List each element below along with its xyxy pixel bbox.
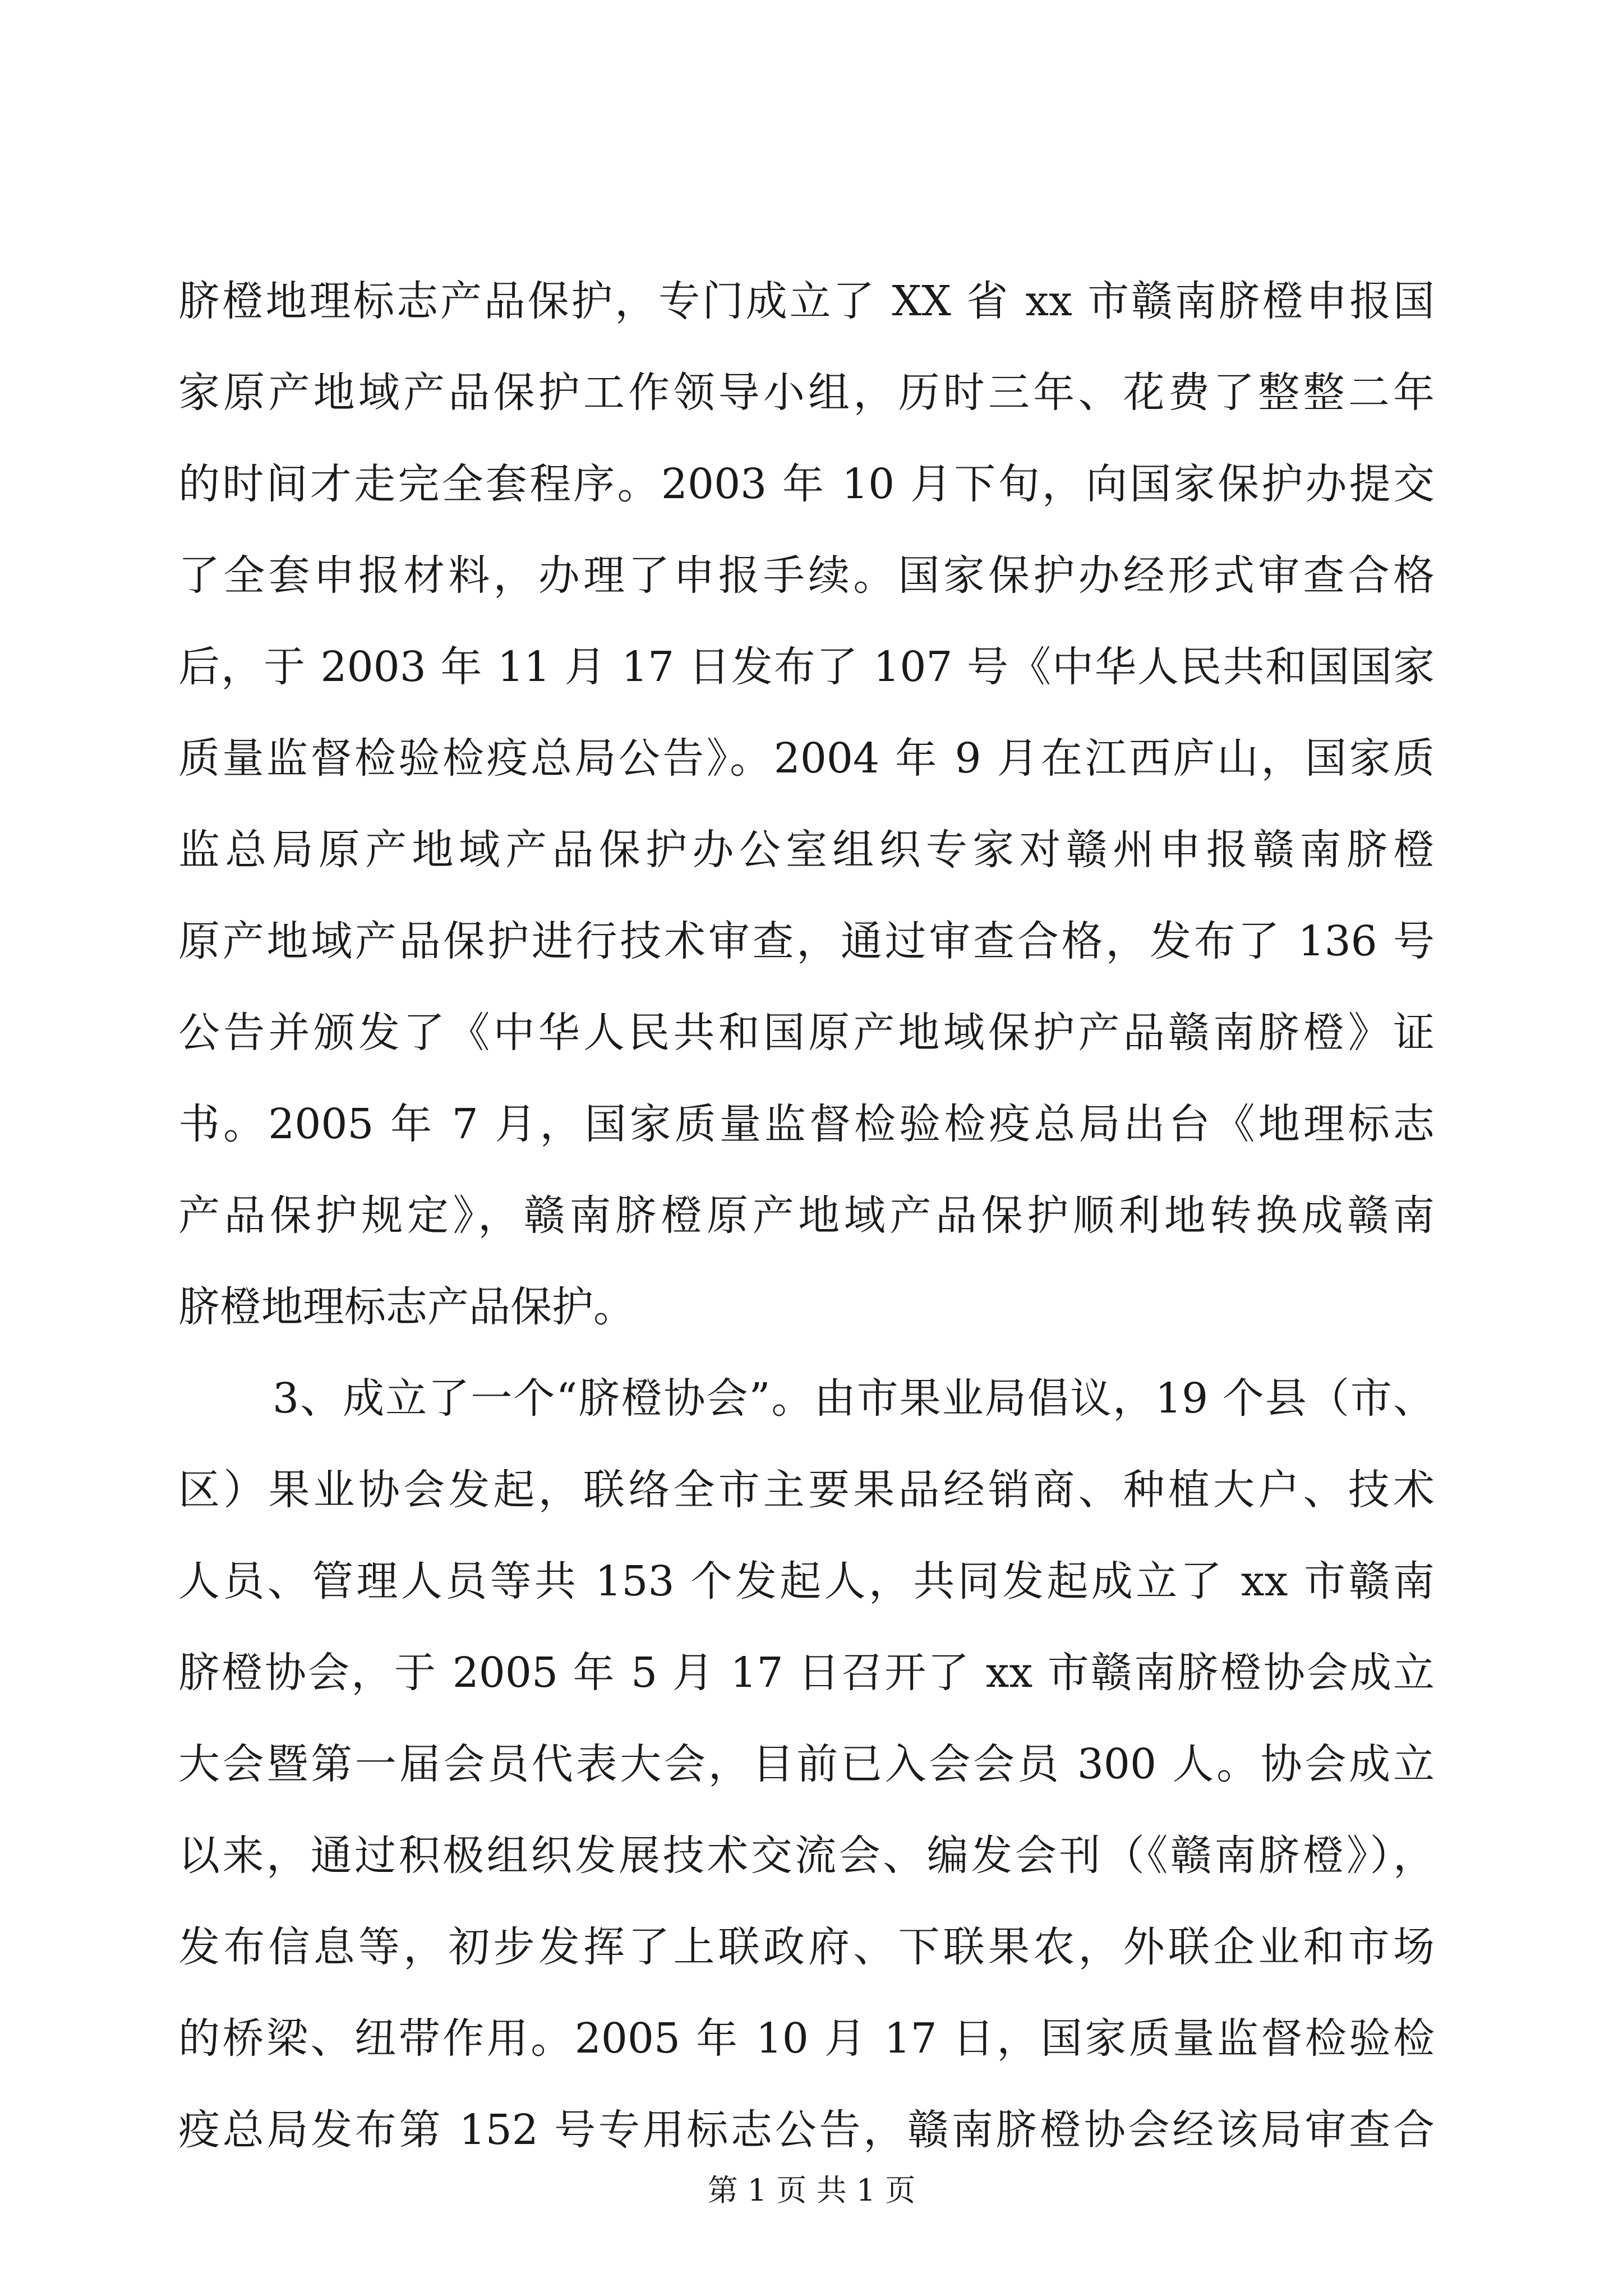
text-line: 的时间才走完全套程序。2003 年 10 月下旬，向国家保护办提交 <box>178 460 1435 508</box>
text-line: 脐橙协会，于 2005 年 5 月 17 日召开了 xx 市赣南脐橙协会成立 <box>178 1649 1435 1697</box>
text-line: 发布信息等，初步发挥了上联政府、下联果农，外联企业和市场 <box>178 1923 1435 1971</box>
text-line: 产品保护规定》，赣南脐橙原产地域产品保护顺利地转换成赣南 <box>178 1191 1435 1240</box>
text-line: 大会暨第一届会员代表大会，目前已入会会员 300 人。协会成立 <box>178 1740 1435 1788</box>
text-line: 质量监督检验检疫总局公告》。2004 年 9 月在江西庐山，国家质 <box>178 734 1435 783</box>
text-line: 以来，通过积极组织发展技术交流会、编发会刊（《赣南脐橙》）， <box>178 1832 1435 1880</box>
text-line: 疫总局发布第 152 号专用标志公告，赣南脐橙协会经该局审查合 <box>178 2106 1435 2154</box>
text-line: 书。2005 年 7 月，国家质量监督检验检疫总局出台《地理标志 <box>178 1100 1435 1148</box>
page-footer: 第 1 页 共 1 页 <box>707 2173 916 2208</box>
text-line: 脐橙地理标志产品保护。 <box>178 1283 635 1331</box>
text-line: 原产地域产品保护进行技术审查，通过审查合格，发布了 136 号 <box>178 917 1435 965</box>
text-line: 后，于 2003 年 11 月 17 日发布了 107 号《中华人民共和国国家 <box>178 643 1435 691</box>
text-line: 的桥梁、纽带作用。2005 年 10 月 17 日，国家质量监督检验检 <box>178 2014 1435 2063</box>
text-line: 家原产地域产品保护工作领导小组，历时三年、花费了整整二年 <box>178 369 1435 417</box>
text-line: 脐橙地理标志产品保护，专门成立了 XX 省 xx 市赣南脐橙申报国 <box>178 277 1435 325</box>
text-line: 人员、管理人员等共 153 个发起人，共同发起成立了 xx 市赣南 <box>178 1557 1435 1605</box>
text-line: 监总局原产地域产品保护办公室组织专家对赣州申报赣南脐橙 <box>178 826 1435 874</box>
text-line: 区）果业协会发起，联络全市主要果品经销商、种植大户、技术 <box>178 1466 1435 1514</box>
text-line: 公告并颁发了《中华人民共和国原产地域保护产品赣南脐橙》证 <box>178 1009 1435 1057</box>
text-line: 了全套申报材料，办理了申报手续。国家保护办经形式审查合格 <box>178 551 1435 600</box>
paragraph-first-line: 3、成立了一个“脐橙协会”。由市果业局倡议，19 个县（市、 <box>273 1374 1435 1423</box>
